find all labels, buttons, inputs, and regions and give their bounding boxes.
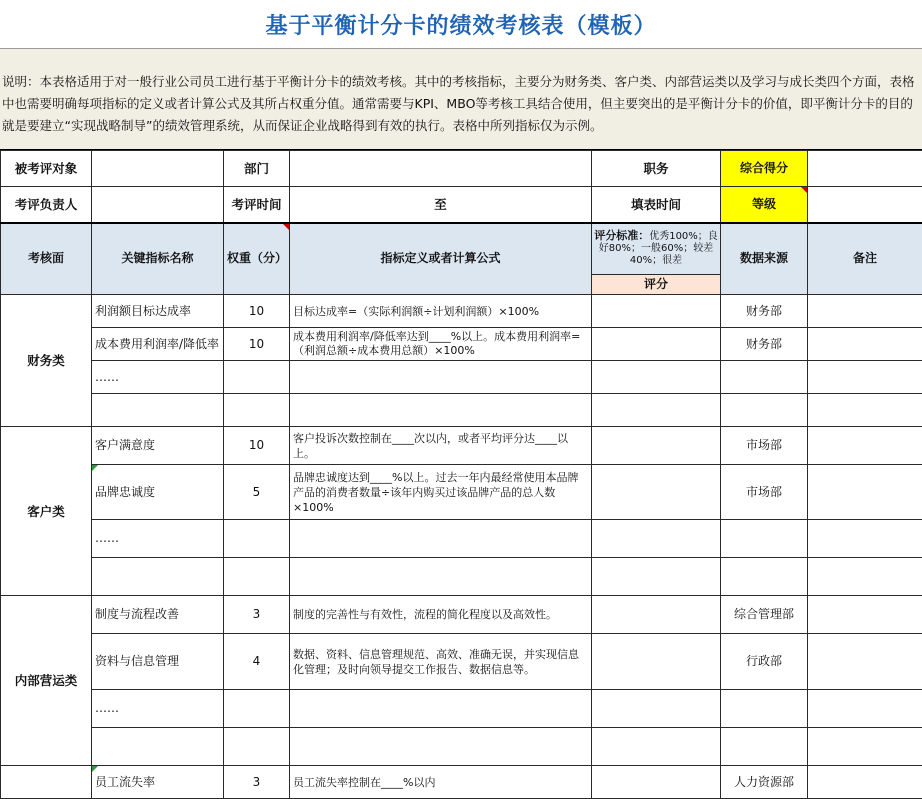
definition-cell: 数据、资料、信息管理规范、高效、准确无误，并实现信息化管理；及时向领导提交工作报告、数据信息等。 — [290, 634, 592, 690]
kpi-cell: …… — [92, 520, 224, 558]
remark-cell[interactable] — [808, 558, 922, 596]
weight-cell: 4 — [224, 634, 290, 690]
dept-label: 部门 — [224, 151, 290, 187]
score-cell[interactable] — [592, 690, 721, 728]
weight-cell: 5 — [224, 465, 290, 520]
header-aspect: 考核面 — [1, 223, 92, 295]
header-remark: 备注 — [808, 223, 922, 295]
score-cell[interactable] — [592, 596, 721, 634]
remark-cell[interactable] — [808, 328, 922, 361]
source-cell: 人力资源部 — [721, 766, 808, 799]
standard-text: 优秀100%；良好80%；一般60%；较差40%；很差 — [599, 231, 718, 266]
source-cell: 行政部 — [721, 634, 808, 690]
kpi-cell: 员工流失率 — [92, 766, 224, 799]
source-cell: 市场部 — [721, 465, 808, 520]
aspect-learning — [1, 766, 92, 799]
weight-cell: 3 — [224, 596, 290, 634]
weight-cell: 3 — [224, 766, 290, 799]
definition-cell: 目标达成率=（实际利润额÷计划利润额）×100% — [290, 295, 592, 328]
score-input[interactable] — [808, 151, 922, 187]
source-cell[interactable] — [721, 394, 808, 427]
score-cell[interactable] — [592, 558, 721, 596]
aspect-internal: 内部营运类 — [1, 596, 92, 766]
standard-title: 评分标准： — [594, 229, 649, 242]
reviewer-label: 考评负责人 — [1, 187, 92, 223]
kpi-cell: 利润额目标达成率 — [92, 295, 224, 328]
source-cell: 综合管理部 — [721, 596, 808, 634]
kpi-cell: 资料与信息管理 — [92, 634, 224, 690]
remark-cell[interactable] — [808, 634, 922, 690]
remark-cell[interactable] — [808, 766, 922, 799]
score-cell[interactable] — [592, 295, 721, 328]
weight-cell[interactable] — [224, 361, 290, 394]
header-source: 数据来源 — [721, 223, 808, 295]
aspect-finance: 财务类 — [1, 295, 92, 427]
dept-input[interactable] — [290, 151, 592, 187]
kpi-cell: 客户满意度 — [92, 427, 224, 465]
weight-cell: 10 — [224, 295, 290, 328]
kpi-cell[interactable] — [92, 728, 224, 766]
remark-cell[interactable] — [808, 394, 922, 427]
score-cell[interactable] — [592, 427, 721, 465]
definition-cell: 客户投诉次数控制在____次以内，或者平均评分达____以上。 — [290, 427, 592, 465]
definition-cell[interactable] — [290, 394, 592, 427]
remark-cell[interactable] — [808, 728, 922, 766]
evaluation-table — [0, 150, 922, 799]
subject-input[interactable] — [92, 151, 224, 187]
kpi-cell: 成本费用利润率/降低率 — [92, 328, 224, 361]
source-cell[interactable] — [721, 520, 808, 558]
header-weight: 权重（分） — [224, 223, 290, 295]
weight-cell[interactable] — [224, 728, 290, 766]
kpi-cell[interactable] — [92, 558, 224, 596]
definition-cell: 制度的完善性与有效性，流程的简化程度以及高效性。 — [290, 596, 592, 634]
score-cell[interactable] — [592, 728, 721, 766]
weight-cell: 10 — [224, 328, 290, 361]
header-kpi: 关键指标名称 — [92, 223, 224, 295]
remark-cell[interactable] — [808, 520, 922, 558]
remark-cell[interactable] — [808, 295, 922, 328]
score-cell[interactable] — [592, 465, 721, 520]
definition-cell[interactable] — [290, 361, 592, 394]
source-cell: 财务部 — [721, 328, 808, 361]
period-to-label: 至 — [290, 187, 592, 223]
instruction-note: 说明：本表格适用于对一般行业公司员工进行基于平衡计分卡的绩效考核。其中的考核指标，主要分为财务类、客户类、内部营运类以及学习与成长类四个方面，表格中也需要明确每项指标的定义或者计算公式及其所占权重分值。通常需要与KPI、MBO等考核工具结合使用，但主要突出的是平衡计分卡的价值，即平衡计分卡的目的就是要建立“实现战略制导”的绩效管理系统，从而保证企业战略得到有效的执行。表格中所列指标仅为示例。 — [0, 49, 922, 150]
remark-cell[interactable] — [808, 427, 922, 465]
definition-cell: 员工流失率控制在____%以内 — [290, 766, 592, 799]
remark-cell[interactable] — [808, 690, 922, 728]
source-cell[interactable] — [721, 728, 808, 766]
source-cell: 财务部 — [721, 295, 808, 328]
score-cell[interactable] — [592, 634, 721, 690]
definition-cell: 成本费用利润率/降低率达到____%以上。成本费用利润率=（利润总额÷成本费用总额）×100% — [290, 328, 592, 361]
score-cell[interactable] — [592, 361, 721, 394]
score-cell[interactable] — [592, 766, 721, 799]
definition-cell[interactable] — [290, 690, 592, 728]
header-standard — [592, 223, 721, 275]
definition-cell[interactable] — [290, 728, 592, 766]
header-score: 评分 — [592, 275, 721, 295]
definition-cell[interactable] — [290, 520, 592, 558]
period-label: 考评时间 — [224, 187, 290, 223]
kpi-cell[interactable] — [92, 394, 224, 427]
remark-cell[interactable] — [808, 596, 922, 634]
source-cell: 市场部 — [721, 427, 808, 465]
source-cell[interactable] — [721, 558, 808, 596]
weight-cell[interactable] — [224, 558, 290, 596]
position-label: 职务 — [592, 151, 721, 187]
page-title: 基于平衡计分卡的绩效考核表（模板） — [0, 0, 922, 49]
source-cell[interactable] — [721, 361, 808, 394]
score-cell[interactable] — [592, 394, 721, 427]
definition-cell[interactable] — [290, 558, 592, 596]
weight-cell: 10 — [224, 427, 290, 465]
kpi-cell: …… — [92, 690, 224, 728]
remark-cell[interactable] — [808, 465, 922, 520]
reviewer-input[interactable] — [92, 187, 224, 223]
weight-cell[interactable] — [224, 394, 290, 427]
weight-cell[interactable] — [224, 690, 290, 728]
grade-input[interactable] — [808, 187, 922, 223]
kpi-cell: 制度与流程改善 — [92, 596, 224, 634]
header-definition: 指标定义或者计算公式 — [290, 223, 592, 295]
score-cell[interactable] — [592, 328, 721, 361]
remark-cell[interactable] — [808, 361, 922, 394]
subject-label: 被考评对象 — [1, 151, 92, 187]
score-cell[interactable] — [592, 520, 721, 558]
weight-cell[interactable] — [224, 520, 290, 558]
source-cell[interactable] — [721, 690, 808, 728]
aspect-customer: 客户类 — [1, 427, 92, 596]
grade-label: 等级 — [721, 187, 808, 223]
kpi-cell: 品牌忠诚度 — [92, 465, 224, 520]
definition-cell: 品牌忠诚度达到____%以上。过去一年内最经常使用本品牌产品的消费者数量÷该年内购买过该品牌产品的总人数×100% — [290, 465, 592, 520]
kpi-cell: …… — [92, 361, 224, 394]
fill-date-label: 填表时间 — [592, 187, 721, 223]
score-label: 综合得分 — [721, 151, 808, 187]
